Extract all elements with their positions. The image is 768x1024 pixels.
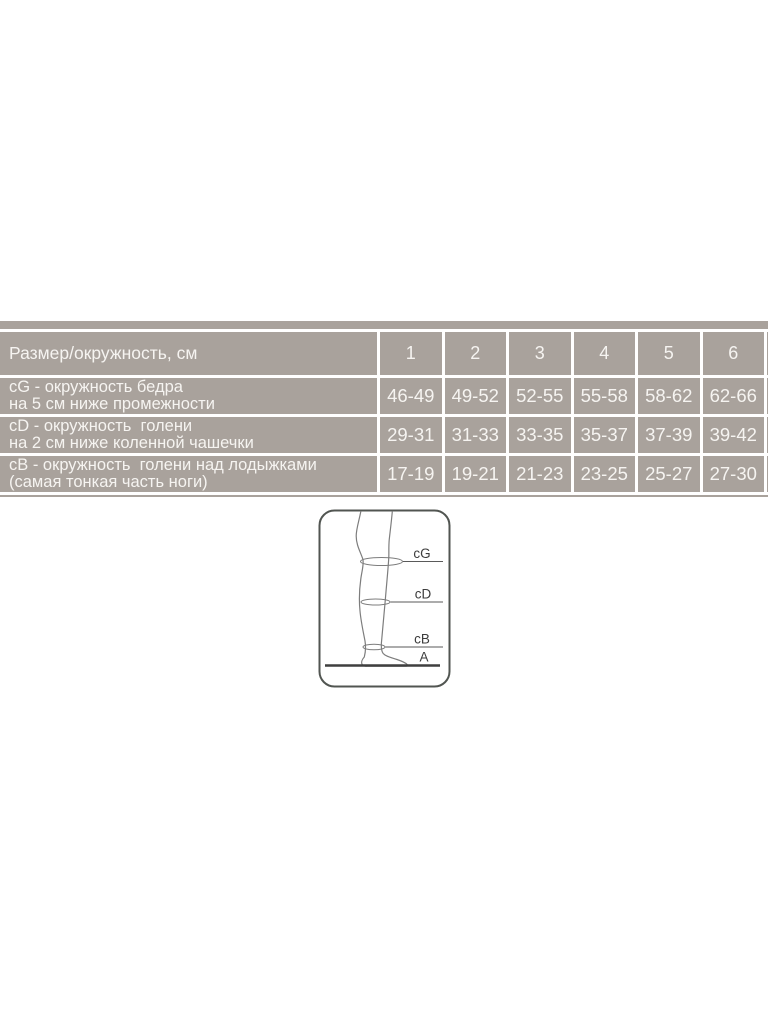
row-label-line2: на 2 см ниже коленной чашечки bbox=[9, 434, 254, 452]
value-cell-r2-c7 bbox=[764, 414, 768, 453]
value-cell-r3-c5: 25-27 bbox=[635, 453, 700, 495]
value-cell-r3-c1: 17-19 bbox=[377, 453, 442, 495]
leg-diagram-svg bbox=[318, 509, 451, 688]
cd-label: cD bbox=[414, 586, 432, 602]
column-header-6: 6 bbox=[700, 329, 765, 375]
leg-measurement-diagram bbox=[318, 509, 451, 688]
row-label-3 bbox=[0, 453, 377, 495]
row-label-line1: cG - окружность бедра bbox=[9, 377, 183, 396]
table-header-label: Размер/окружность, см bbox=[0, 329, 377, 375]
row-label-2 bbox=[0, 414, 377, 453]
value-cell-r3-c2: 19-21 bbox=[442, 453, 507, 495]
value-cell-r2-c6: 39-42 bbox=[700, 414, 765, 453]
cg-label: cG bbox=[413, 546, 431, 561]
cb-label: cB bbox=[414, 631, 430, 647]
row-label-line2: (самая тонкая часть ноги) bbox=[9, 473, 208, 491]
value-cell-r1-c4: 55-58 bbox=[571, 375, 636, 414]
value-cell-r1-c1: 46-49 bbox=[377, 375, 442, 414]
column-header-2: 2 bbox=[442, 329, 507, 375]
value-cell-r3-c4: 23-25 bbox=[571, 453, 636, 495]
value-cell-r2-c1: 29-31 bbox=[377, 414, 442, 453]
size-table bbox=[0, 329, 768, 495]
value-cell-r2-c5: 37-39 bbox=[635, 414, 700, 453]
row-label-line2: на 5 см ниже промежности bbox=[9, 395, 215, 413]
value-cell-r3-c7 bbox=[764, 453, 768, 495]
column-header-1: 1 bbox=[377, 329, 442, 375]
row-label-line1: cD - окружность голени bbox=[9, 416, 193, 435]
row-label-1 bbox=[0, 375, 377, 414]
value-cell-r1-c7 bbox=[764, 375, 768, 414]
column-header-7 bbox=[764, 329, 768, 375]
column-header-5: 5 bbox=[635, 329, 700, 375]
value-cell-r1-c2: 49-52 bbox=[442, 375, 507, 414]
value-cell-r1-c5: 58-62 bbox=[635, 375, 700, 414]
size-table-band bbox=[0, 321, 768, 497]
value-cell-r2-c2: 31-33 bbox=[442, 414, 507, 453]
column-header-3: 3 bbox=[506, 329, 571, 375]
value-cell-r1-c6: 62-66 bbox=[700, 375, 765, 414]
value-cell-r3-c3: 21-23 bbox=[506, 453, 571, 495]
value-cell-r1-c3: 52-55 bbox=[506, 375, 571, 414]
row-label-line1: cB - окружность голени над лодыжками bbox=[9, 455, 317, 474]
value-cell-r2-c4: 35-37 bbox=[571, 414, 636, 453]
value-cell-r3-c6: 27-30 bbox=[700, 453, 765, 495]
value-cell-r2-c3: 33-35 bbox=[506, 414, 571, 453]
floor-label: A bbox=[419, 649, 429, 665]
column-header-4: 4 bbox=[571, 329, 636, 375]
